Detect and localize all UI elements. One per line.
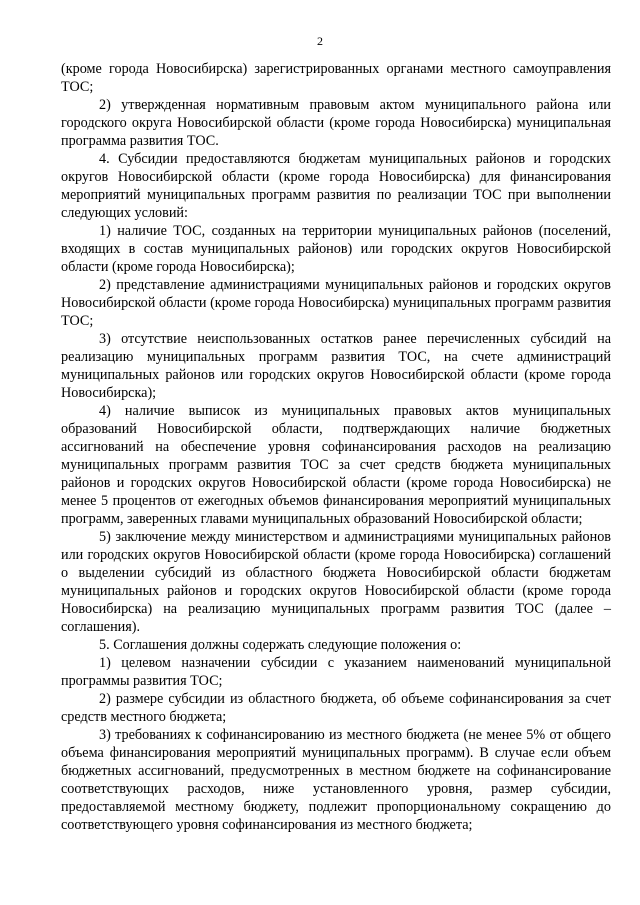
paragraph-item-2-program: 2) утвержденная нормативным правовым актом муниципального района или городского округа Новосибирской области (кроме города Новосибирска) муниципальная программа развития ТОС. bbox=[61, 97, 611, 149]
paragraph-condition-5: 5) заключение между министерством и администрациями муниципальных районов или городских округов Новосибирской области (кроме города Новосибирска) соглашений о выделении субсидий из областного бюджета Новосибирской области бюджетам муниципальных районов и городских округов Новосибирской области (кроме города Новосибирска) на реализацию муниципальных программ развития ТОС (далее – соглашения). bbox=[61, 529, 611, 635]
paragraph-provision-2: 2) размере субсидии из областного бюджета, об объеме софинансирования за счет средств местного бюджета; bbox=[61, 691, 611, 725]
paragraph-provision-1: 1) целевом назначении субсидии с указанием наименований муниципальной программы развития ТОС; bbox=[61, 655, 611, 689]
document-body bbox=[61, 60, 611, 834]
paragraph-section-5: 5. Соглашения должны содержать следующие положения о: bbox=[99, 637, 462, 653]
paragraph-section-4: 4. Субсидии предоставляются бюджетам муниципальных районов и городских округов Новосибирской области (кроме города Новосибирска) для финансирования мероприятий муниципальных программ развития по реализации ТОС при выполнении следующих условий: bbox=[61, 151, 611, 221]
paragraph-continuation: (кроме города Новосибирска) зарегистрированных органами местного самоуправления ТОС; bbox=[61, 61, 611, 95]
paragraph-condition-3: 3) отсутствие неиспользованных остатков ранее перечисленных субсидий на реализацию муниципальных программ развития ТОС, на счете администраций муниципальных районов или городских округов Новосибирской области (кроме города Новосибирска); bbox=[61, 331, 611, 401]
page-number: 2 bbox=[317, 34, 323, 48]
paragraph-condition-2: 2) представление администрациями муниципальных районов и городских округов Новосибирской области (кроме города Новосибирска) муниципальных программ развития ТОС; bbox=[61, 277, 611, 329]
paragraph-condition-4: 4) наличие выписок из муниципальных правовых актов муниципальных образований Новосибирской области, подтверждающих наличие бюджетных ассигнований на обеспечение уровня софинансирования расходов на реализацию муниципальных программ развития ТОС за счет средств бюджета муниципальных районов и городских округов Новосибирской области (кроме города Новосибирска) не менее 5 процентов от ежегодных объемов финансирования мероприятий муниципальных программ, заверенных главами муниципальных образований Новосибирской области; bbox=[61, 403, 611, 527]
paragraph-provision-3: 3) требованиях к софинансированию из местного бюджета (не менее 5% от общего объема финансирования мероприятий муниципальных программ). В случае если объем бюджетных ассигнований, предусмотренных в местном бюджете на софинансирование соответствующих расходов, ниже установленного уровня, размер субсидии, предоставляемой местному бюджету, подлежит пропорциональному сокращению до соответствующего уровня софинансирования из местного бюджета; bbox=[61, 727, 611, 833]
paragraph-condition-1: 1) наличие ТОС, созданных на территории муниципальных районов (поселений, входящих в состав муниципальных районов) или городских округов Новосибирской области (кроме города Новосибирска); bbox=[61, 223, 611, 275]
